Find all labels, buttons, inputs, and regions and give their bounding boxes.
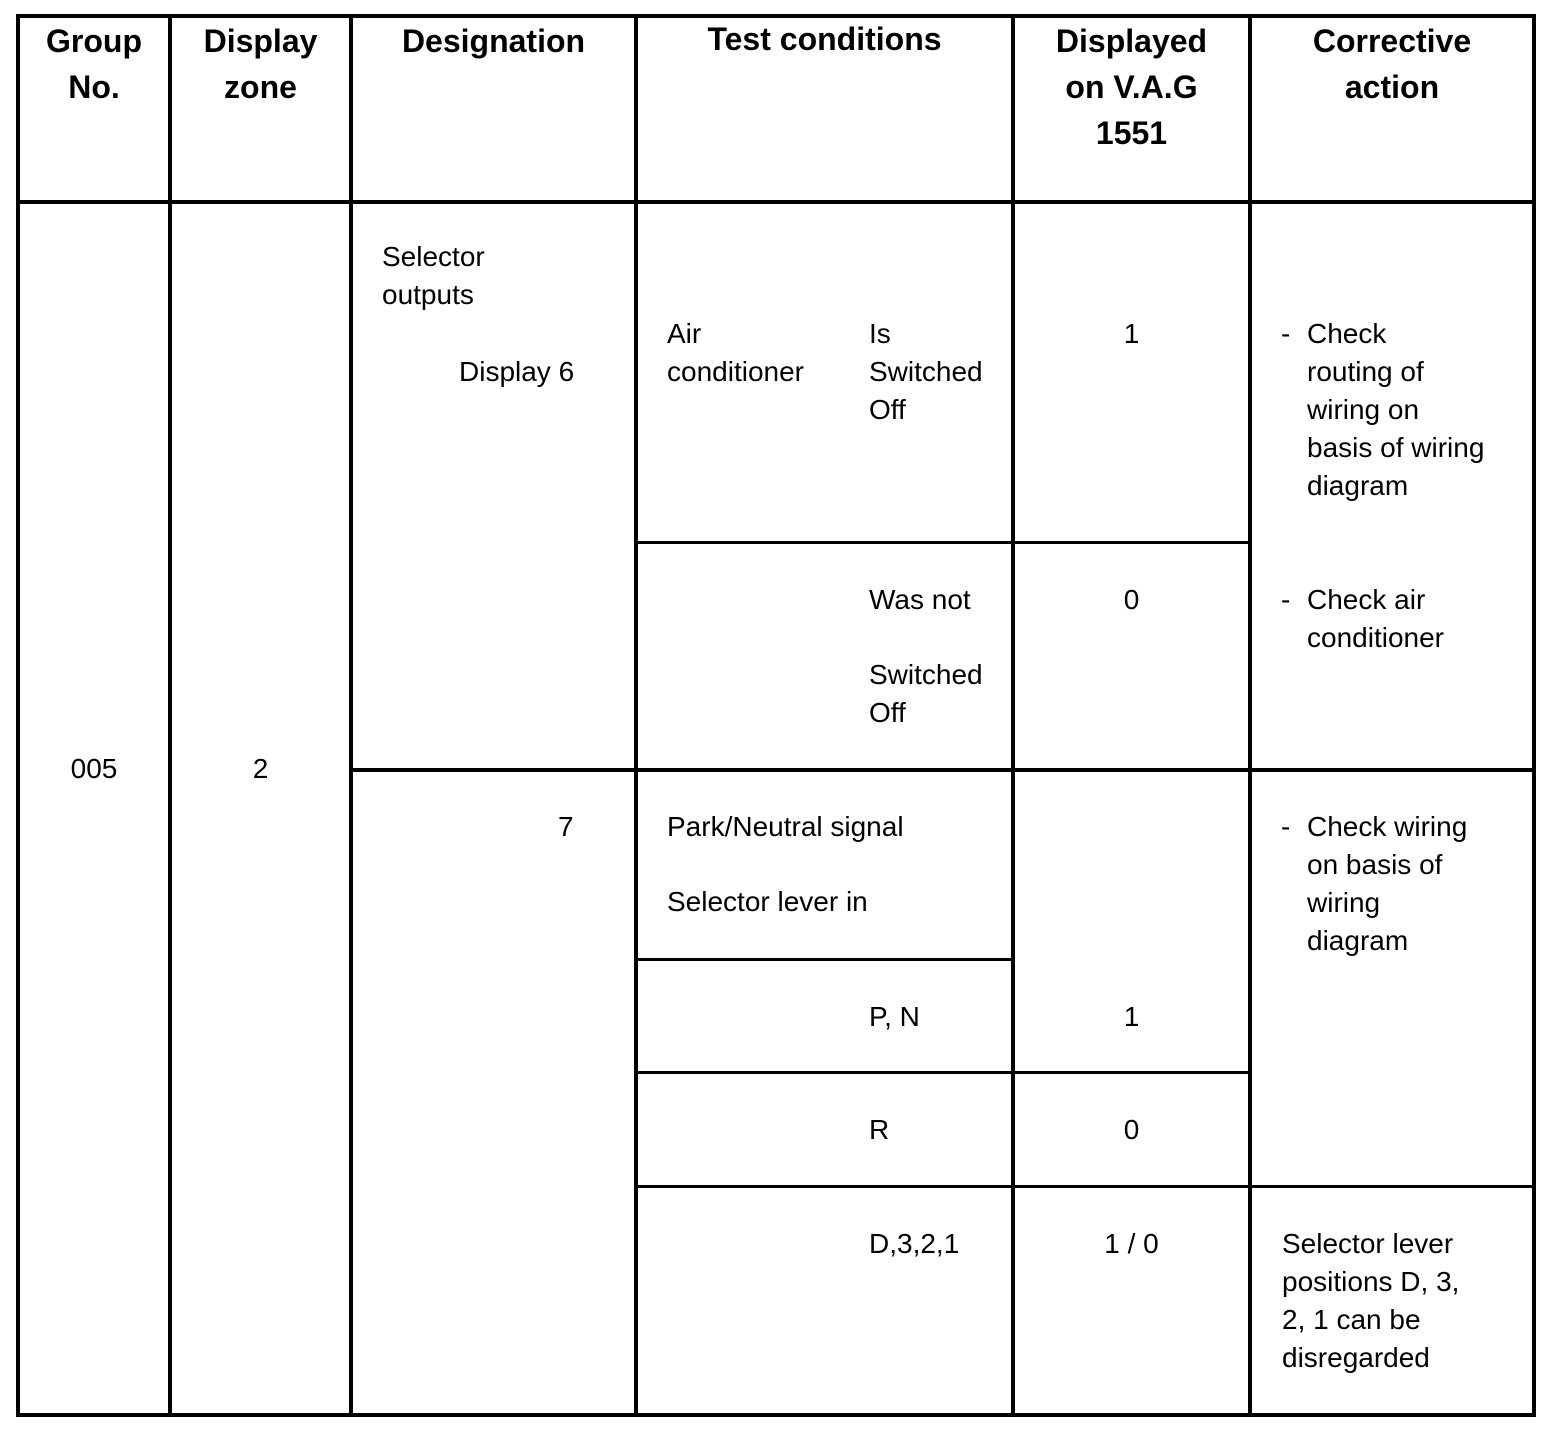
header-group-no: Group No. bbox=[46, 23, 142, 105]
column-divider bbox=[1011, 14, 1015, 1417]
displayed-value: 0 bbox=[1123, 584, 1140, 615]
test-item-air-conditioner: Air conditioner bbox=[667, 318, 804, 387]
designation-display-6: Display 6 bbox=[459, 356, 575, 387]
designation-selector-outputs: Selector outputs bbox=[382, 241, 485, 310]
test-condition-r: R bbox=[869, 1114, 890, 1145]
header-divider bbox=[16, 200, 1536, 204]
header-display-zone: Display zone bbox=[203, 23, 318, 105]
action-dash: - bbox=[1281, 584, 1291, 615]
action-check-routing: Check routing of wiring on basis of wiring diagram bbox=[1307, 318, 1485, 501]
header-designation: Designation bbox=[401, 23, 586, 59]
header-displayed-on: Displayed on V.A.G 1551 bbox=[1055, 23, 1208, 151]
test-condition-switched-off-2: Switched Off bbox=[869, 659, 983, 728]
column-divider bbox=[349, 14, 353, 1417]
test-condition-switched-off: Is Switched Off bbox=[869, 318, 983, 425]
column-divider bbox=[168, 14, 172, 1417]
row-divider bbox=[636, 541, 1250, 544]
block-divider bbox=[350, 768, 1536, 772]
displayed-value: 1 / 0 bbox=[1104, 1228, 1159, 1259]
row-divider bbox=[636, 1071, 1250, 1074]
test-condition-pn: P, N bbox=[869, 1001, 920, 1032]
test-condition-d321: D,3,2,1 bbox=[869, 1228, 960, 1259]
test-item-park-neutral: Park/Neutral signal bbox=[667, 811, 904, 842]
table-border-left bbox=[16, 14, 20, 1417]
display-zone-value: 2 bbox=[252, 753, 269, 784]
column-divider bbox=[1248, 14, 1252, 1417]
header-corrective-action: Corrective action bbox=[1312, 23, 1472, 105]
test-condition-was-not: Was not bbox=[869, 584, 971, 615]
table-border-right bbox=[1532, 14, 1536, 1417]
displayed-value: 1 bbox=[1123, 1001, 1140, 1032]
action-dash: - bbox=[1281, 318, 1291, 349]
displayed-value: 0 bbox=[1123, 1114, 1140, 1145]
action-check-air-conditioner: Check air conditioner bbox=[1307, 584, 1444, 653]
action-dash: - bbox=[1281, 811, 1291, 842]
test-item-selector-lever: Selector lever in bbox=[667, 886, 868, 917]
column-divider bbox=[634, 14, 638, 1417]
row-divider bbox=[636, 1185, 1536, 1188]
designation-display-7: 7 bbox=[558, 811, 574, 842]
group-no-value: 005 bbox=[70, 753, 118, 784]
table-border-bottom bbox=[16, 1413, 1536, 1417]
row-divider bbox=[636, 958, 1012, 961]
displayed-value: 1 bbox=[1123, 318, 1140, 349]
action-note-disregard: Selector lever positions D, 3, 2, 1 can be disregarded bbox=[1282, 1228, 1460, 1373]
header-test-conditions: Test conditions bbox=[707, 21, 942, 57]
action-check-wiring: Check wiring on basis of wiring diagram bbox=[1307, 811, 1468, 956]
